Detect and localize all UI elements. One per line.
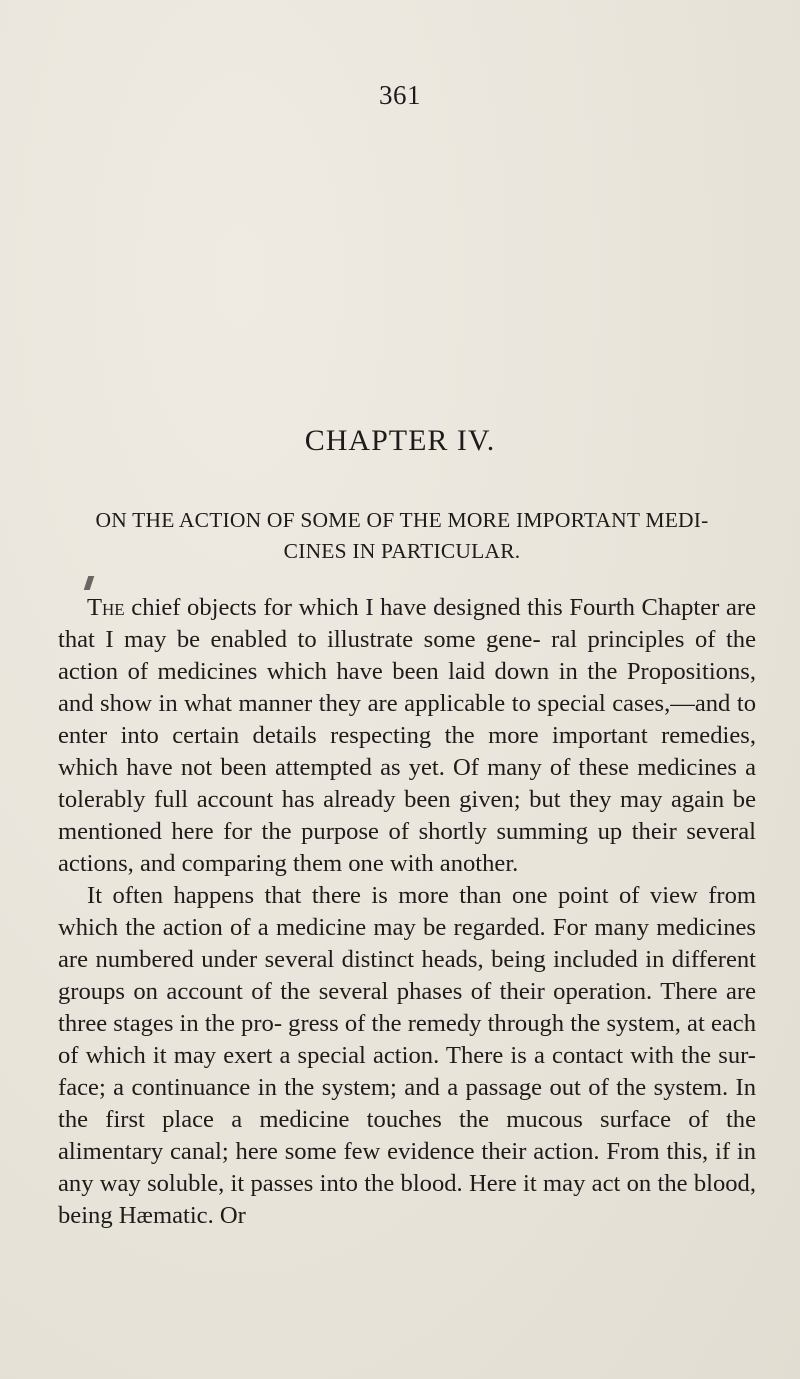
ink-mark [84, 576, 95, 590]
paragraph: It often happens that there is more than one point of view from which the action of a medicine may be regarded. For many medicines are numbered under several distinct heads, being included in different groups on account of the several phases of their operation. There are three stages in the pro- gress of the remedy through the system, at each of which it may exert a special action. There is a contact with the sur- face; a continuance in the system; and a passage out of the system. In the first place a medicine touches the mucous surface of the alimentary canal; here some few evidence their action. From this, if in any way soluble, it passes into the blood. Here it may act on the blood, being Hæmatic. Or [58, 882, 756, 1229]
chapter-title: CHAPTER IV. [304, 424, 496, 457]
paragraph-text: chief objects for which I have designed this Fourth Chapter are that I may be enabled to illustrate some gene- ral principles of the action of medicines which have been laid down in the Propositions, and show in what manner they are applicable to special cases,—and to enter into certain details respecting the more important remedies, which have not been attempted as yet. Of many of these medicines a tolerably full account has already been given; but they may again be mentioned here for the purpose of shortly summing up their several actions, and comparing them one with another. [58, 594, 756, 877]
chapter-subtitle: ON THE ACTION OF SOME OF THE MORE IMPORTANT MEDI- CINES IN PARTICULAR. [95, 508, 709, 563]
paragraph [58, 592, 756, 880]
body-text [58, 592, 756, 1232]
paragraph-lead-word: The [87, 594, 125, 621]
page-number: 361 [379, 80, 421, 110]
